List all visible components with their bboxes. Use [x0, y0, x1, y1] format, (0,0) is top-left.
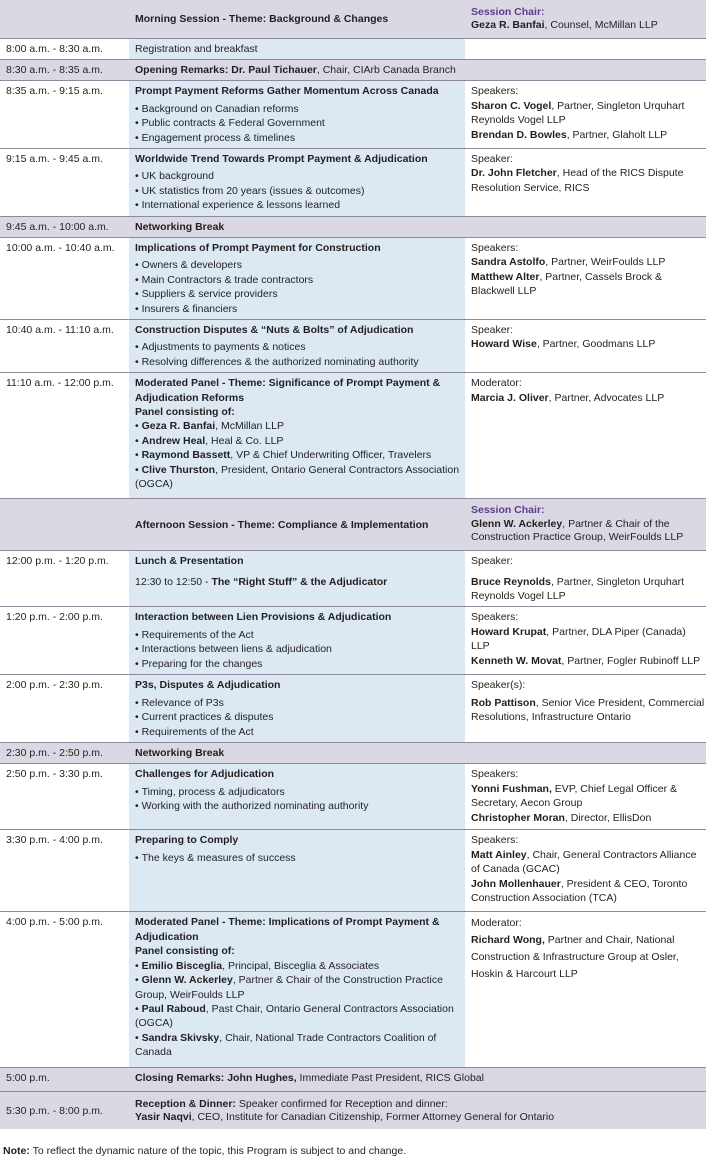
schedule-row: [0, 607, 706, 675]
speakers-label: Speaker:: [471, 324, 514, 336]
topic-item: • Preparing for the changes: [135, 657, 465, 671]
session-title: Registration and breakfast: [129, 38, 465, 59]
speaker: John Mollenhauer, President & CEO, Toronto Construction Association (TCA): [471, 877, 688, 905]
session-details: Reception & Dinner: Speaker confirmed for Reception and dinner: Yasir Naqvi, CEO, Institute for Canadian Citizenship, Former Attorney General for Ontario: [129, 1092, 706, 1129]
speakers-label: Speakers:: [471, 241, 519, 254]
speaker: Matthew Alter, Partner, Cassels Brock & Blackwell LLP: [471, 270, 662, 298]
topic-item: • Resolving differences & the authorized nominating authority: [135, 355, 465, 369]
panelist: • Glenn W. Ackerley, Partner & Chair of the Construction Practice Group, WeirFoulds LLP: [135, 973, 465, 1002]
time-slot: 8:00 a.m. - 8:30 a.m.: [6, 42, 103, 55]
time-slot: 4:00 p.m. - 5:00 p.m.: [6, 916, 103, 929]
session-details: [129, 148, 465, 216]
speaker: Yonni Fushman, EVP, Chief Legal Officer & Secretary, Aecon Group: [471, 782, 677, 810]
topic-list: [135, 785, 465, 814]
session-title: P3s, Disputes & Adjudication: [135, 679, 281, 692]
time-slot: 2:00 p.m. - 2:30 p.m.: [6, 679, 103, 692]
topic-item: • The keys & measures of success: [135, 851, 465, 865]
session-details: [129, 675, 465, 743]
session-details: [129, 912, 465, 1068]
morning-chair: Geza R. Banfai, Counsel, McMillan LLP: [471, 18, 658, 31]
schedule-row: [0, 830, 706, 912]
time-slot: 2:30 p.m. - 2:50 p.m.: [0, 743, 129, 764]
speaker: Brendan D. Bowles, Partner, Glaholt LLP: [471, 128, 668, 141]
topic-list: [135, 628, 465, 671]
speaker: Rob Pattison, Senior Vice President, Commercial Resolutions, Infrastructure Ontario: [471, 696, 705, 724]
time-slot: 5:00 p.m.: [0, 1068, 129, 1092]
speaker: Sharon C. Vogel, Partner, Singleton Urquhart Reynolds Vogel LLP: [471, 99, 685, 127]
schedule-row: [0, 148, 706, 216]
session-title: Moderated Panel - Theme: Implications of Prompt Payment & Adjudication: [135, 916, 440, 943]
session-title: Moderated Panel - Theme: Significance of Prompt Payment & Adjudication Reforms: [135, 377, 441, 404]
speaker: Bruce Reynolds, Partner, Singleton Urquhart Reynolds Vogel LLP: [471, 575, 685, 603]
speakers-cell: [465, 81, 706, 149]
afternoon-chair: Glenn W. Ackerley, Partner & Chair of the Construction Practice Group, WeirFoulds LLP: [471, 517, 684, 544]
time-slot: 8:30 a.m. - 8:35 a.m.: [0, 59, 129, 80]
session-title: Networking Break: [129, 216, 706, 237]
time-slot: 8:35 a.m. - 9:15 a.m.: [6, 85, 103, 98]
speaker: Howard Krupat, Partner, DLA Piper (Canada) LLP: [471, 625, 686, 653]
morning-session-header: [0, 0, 706, 38]
schedule-row: [0, 551, 706, 607]
afternoon-chair-label: Session Chair:: [471, 504, 545, 517]
schedule-row: [0, 912, 706, 1068]
topic-item: • Timing, process & adjudicators: [135, 785, 465, 799]
panelist: • Geza R. Banfai, McMillan LLP: [135, 419, 465, 433]
topic-item: • Relevance of P3s: [135, 696, 465, 710]
session-title: Construction Disputes & “Nuts & Bolts” of Adjudication: [135, 324, 414, 336]
speakers-label: Speakers:: [471, 768, 519, 781]
speaker: Dr. John Fletcher, Head of the RICS Dispute Resolution Service, RICS: [471, 167, 684, 194]
panel-list: [135, 959, 465, 1060]
afternoon-session-header: [0, 499, 706, 551]
schedule-row: [0, 320, 706, 373]
schedule-row: [0, 764, 706, 830]
panelist: • Sandra Skivsky, Chair, National Trade Contractors Coalition of Canada: [135, 1031, 465, 1060]
speakers-cell: [465, 237, 706, 319]
afternoon-session-title: Afternoon Session - Theme: Compliance & Implementation: [129, 499, 465, 551]
topic-item: • Background on Canadian reforms: [135, 102, 465, 116]
time-slot: 5:30 p.m. - 8:00 p.m.: [0, 1092, 129, 1129]
speakers-label: Speaker:: [471, 555, 514, 568]
speakers-label: Speaker(s):: [471, 679, 526, 692]
session-title: Implications of Prompt Payment for Construction: [135, 241, 381, 254]
moderator-label: Moderator:: [471, 377, 522, 390]
topic-list: [135, 851, 465, 865]
schedule-row: [0, 1092, 706, 1129]
schedule-row: [0, 81, 706, 149]
speakers-label: Speakers:: [471, 85, 519, 98]
time-slot: 10:40 a.m. - 11:10 a.m.: [6, 324, 114, 336]
speaker: Howard Wise, Partner, Goodmans LLP: [471, 338, 656, 351]
session-details: [129, 764, 465, 830]
topic-item: • Suppliers & service providers: [135, 287, 465, 301]
topic-item: • Requirements of the Act: [135, 725, 465, 739]
time-slot: 9:15 a.m. - 9:45 a.m.: [6, 152, 103, 165]
topic-list: [135, 258, 465, 316]
session-title: Challenges for Adjudication: [135, 768, 275, 781]
panelist: • Emilio Bisceglia, Principal, Bisceglia & Associates: [135, 959, 465, 973]
schedule-row: [0, 373, 706, 499]
program-note: Note: To reflect the dynamic nature of the topic, this Program is subject to and change.: [3, 1145, 407, 1157]
session-details: [129, 551, 465, 607]
moderator: Marcia J. Oliver, Partner, Advocates LLP: [471, 391, 665, 404]
session-title: Interaction between Lien Provisions & Adjudication: [135, 611, 392, 624]
session-details: [129, 237, 465, 319]
schedule-row: [0, 675, 706, 743]
time-slot: 2:50 p.m. - 3:30 p.m.: [6, 768, 103, 781]
morning-session-title: Morning Session - Theme: Background & Changes: [129, 0, 465, 38]
topic-item: • Requirements of the Act: [135, 628, 465, 642]
panelist: • Paul Raboud, Past Chair, Ontario General Contractors Association (OGCA): [135, 1002, 465, 1031]
panel-label: Panel consisting of:: [135, 406, 235, 419]
speakers-cell: [465, 551, 706, 607]
topic-item: • Current practices & disputes: [135, 710, 465, 724]
schedule-row: [0, 38, 706, 59]
speakers-cell: [465, 373, 706, 499]
speaker: Kenneth W. Movat, Partner, Fogler Rubinoff LLP: [471, 654, 701, 667]
time-slot: 9:45 a.m. - 10:00 a.m.: [0, 216, 129, 237]
topic-item: • Interactions between liens & adjudication: [135, 642, 465, 656]
topic-item: • International experience & lessons learned: [135, 198, 465, 212]
panel-list: [135, 419, 465, 491]
moderator: Richard Wong, Partner and Chair, National Construction & Infrastructure Group at Osler, Hoskin & Harcourt LLP: [471, 934, 679, 981]
time-slot: 11:10 a.m. - 12:00 p.m.: [6, 377, 114, 390]
session-title: Lunch & Presentation: [135, 555, 244, 568]
session-title: Closing Remarks: John Hughes, Immediate Past President, RICS Global: [129, 1068, 706, 1092]
topic-item: • Public contracts & Federal Government: [135, 116, 465, 130]
speakers-cell: [465, 764, 706, 830]
schedule-row: [0, 216, 706, 237]
speakers-cell: [465, 148, 706, 216]
session-details: [129, 81, 465, 149]
topic-item: • UK statistics from 20 years (issues & outcomes): [135, 184, 465, 198]
topic-list: [135, 340, 465, 369]
morning-chair-label: Session Chair:: [471, 5, 545, 18]
speakers-cell: [465, 607, 706, 675]
schedule-row: [0, 743, 706, 764]
topic-item: • Working with the authorized nominating authority: [135, 799, 465, 813]
session-details: [129, 607, 465, 675]
speakers-cell: [465, 912, 706, 1068]
sub-session: 12:30 to 12:50 - The “Right Stuff” & the Adjudicator: [135, 575, 388, 588]
topic-item: • Main Contractors & trade contractors: [135, 273, 465, 287]
session-title: Preparing to Comply: [135, 834, 239, 847]
speakers-label: Speakers:: [471, 611, 519, 624]
session-details: [129, 373, 465, 499]
session-title: Opening Remarks: Dr. Paul Tichauer, Chair, CIArb Canada Branch: [129, 59, 706, 80]
session-details: [129, 830, 465, 912]
topic-item: • Insurers & financiers: [135, 302, 465, 316]
moderator-label: Moderator:: [471, 917, 522, 930]
topic-item: • Adjustments to payments & notices: [135, 340, 465, 354]
schedule-row: [0, 59, 706, 80]
session-title: Networking Break: [129, 743, 706, 764]
panelist: • Clive Thurston, President, Ontario General Contractors Association (OGCA): [135, 463, 465, 492]
session-title: Worldwide Trend Towards Prompt Payment & Adjudication: [135, 152, 428, 165]
speaker: Matt Ainley, Chair, General Contractors Alliance of Canada (GCAC): [471, 848, 697, 876]
speaker: Sandra Astolfo, Partner, WeirFoulds LLP: [471, 256, 666, 269]
topic-list: [135, 102, 465, 145]
speakers-cell: [465, 830, 706, 912]
time-slot: 10:00 a.m. - 10:40 a.m.: [6, 241, 115, 254]
topic-list: [135, 696, 465, 739]
time-slot: 12:00 p.m. - 1:20 p.m.: [6, 555, 109, 568]
panel-label: Panel consisting of:: [135, 945, 235, 958]
schedule-row: [0, 237, 706, 319]
panelist: • Andrew Heal, Heal & Co. LLP: [135, 434, 465, 448]
topic-item: • UK background: [135, 169, 465, 183]
topic-item: • Owners & developers: [135, 258, 465, 272]
speakers-cell: [465, 320, 706, 373]
schedule-row: [0, 1068, 706, 1092]
time-slot: 3:30 p.m. - 4:00 p.m.: [6, 834, 103, 847]
panelist: • Raymond Bassett, VP & Chief Underwriting Officer, Travelers: [135, 448, 465, 462]
time-slot: 1:20 p.m. - 2:00 p.m.: [6, 611, 103, 624]
topic-item: • Engagement process & timelines: [135, 131, 465, 145]
speakers-label: Speaker:: [471, 152, 514, 165]
topic-list: [135, 169, 465, 212]
speaker: Christopher Moran, Director, EllisDon: [471, 811, 652, 824]
speakers-label: Speakers:: [471, 834, 519, 847]
session-details: [129, 320, 465, 373]
session-title: Prompt Payment Reforms Gather Momentum Across Canada: [135, 85, 439, 98]
speakers-cell: [465, 675, 706, 743]
